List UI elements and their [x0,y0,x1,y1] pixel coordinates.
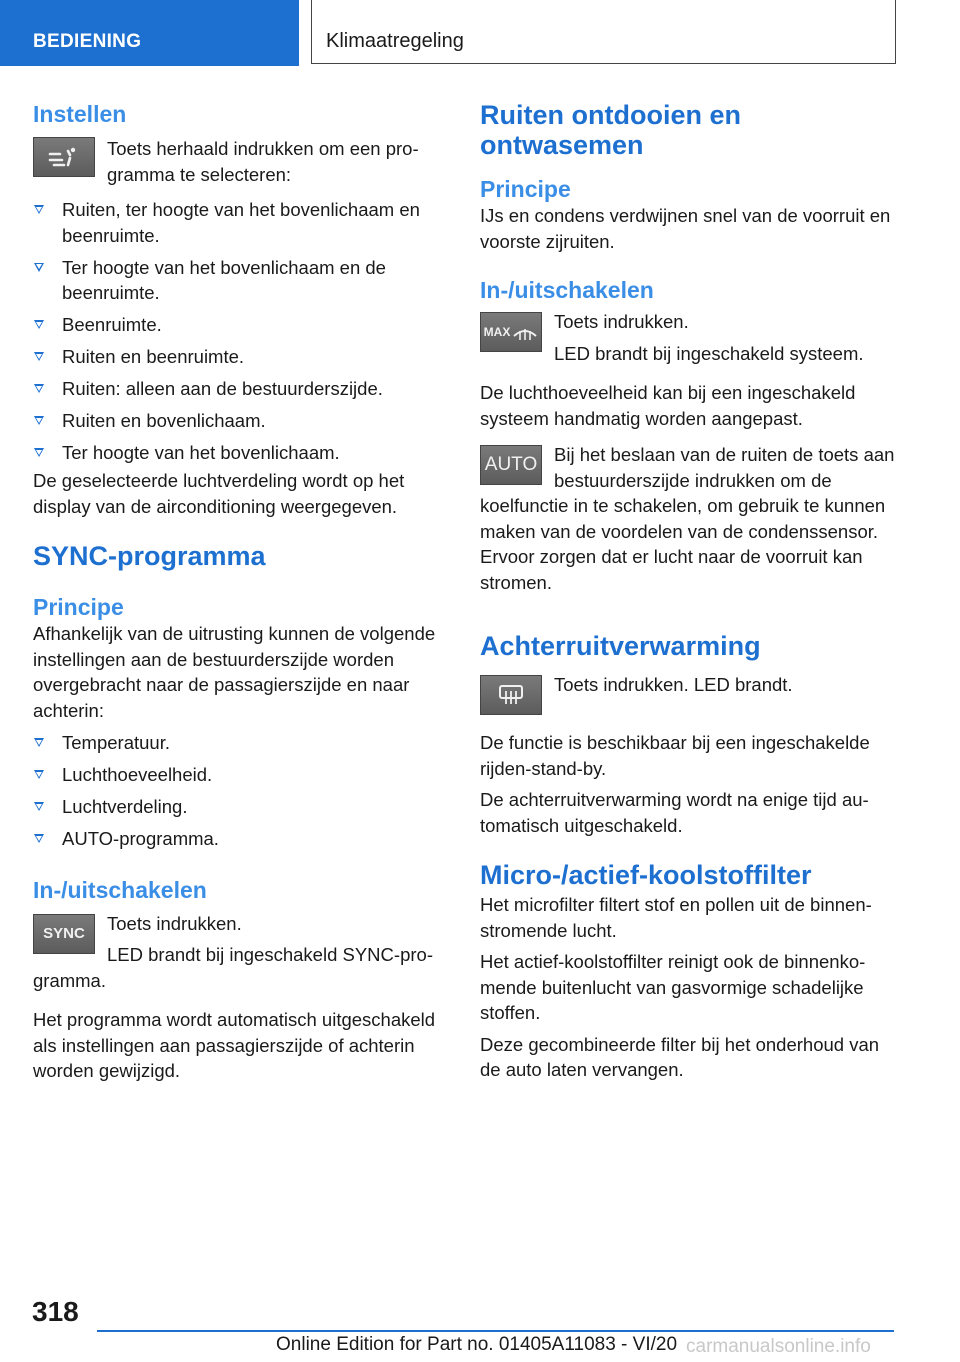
defrost-principe-text: IJs en condens verdwijnen snel van de voorruit en voorste zijruiten. [480,205,891,252]
rear-window-heating-icon [480,675,542,715]
right-column [480,100,896,1083]
list-item: Beenruimte. [33,312,448,338]
heading-defrost-principe: Principe [480,176,571,202]
max-line1: Toets indrukken. [554,311,689,332]
auto-button-icon: AUTO [480,445,542,485]
list-item: Ruiten en beenruimte. [33,344,448,370]
footer-divider [97,1330,894,1332]
max-row [480,308,896,366]
filter-p2: Het actief-koolstoffilter reinigt ook de binnenkomende buitenlucht van gasvormige schadelijke stoffen. [480,951,866,1023]
sync-row [33,910,448,994]
max-defrost-icon: MAX [480,312,542,352]
list-item: Temperatuur. [33,730,448,756]
heading-sync-inuit: In-/uitschakelen [33,876,207,903]
list-item: Ruiten, ter hoogte van het bovenlichaam en beenruimte. [33,197,448,248]
filter-p3: Deze gecombineerde filter bij het onderhoud van de auto laten vervangen. [480,1033,880,1080]
sync-principe-text: Afhankelijk van de uitrusting kunnen de volgende instellingen aan de bestuurderszijde worden overgebracht naar de passagierszijde en naar achterin: [33,623,436,721]
list-item: Ruiten en bovenlichaam. [33,408,448,434]
max-line2: LED brandt bij ingeschakeld systeem. [554,342,864,364]
heading-instellen: Instellen [33,101,127,127]
left-column [33,100,448,1084]
sync-button-icon: SYNC [33,914,95,954]
sync-line2: LED brandt bij ingeschakeld SYNC-programma. [33,944,433,991]
rear-p3: De achterruitverwarming wordt na enige tijd automatisch uitgeschakeld. [480,789,869,836]
list-item: Luchtverdeling. [33,794,448,820]
rear-p2: De functie is beschikbaar bij een ingeschakelde rijden-stand-by. [480,732,870,779]
heading-filter: Micro-/actief-koolstoffilter [480,860,812,890]
heading-defrost: Ruiten ontdooien en ontwasemen [480,100,741,160]
heading-defrost-inuit: In-/uitschakelen [480,277,654,303]
footer-edition: Online Edition for Part no. 01405A11083 - VI/20 [276,1334,678,1355]
heading-rear: Achterruitverwarming [480,631,761,661]
defrost-p2: De luchthoeveelheid kan bij een ingeschakeld systeem handmatig worden aangepast. [480,382,856,429]
section-tab: BEDIENING [0,0,299,66]
list-item: AUTO-programma. [33,826,448,852]
instellen-text: Toets herhaald indrukken om een programma te selecteren: [107,138,419,185]
filter-p1: Het microfilter filtert stof en pollen uit de binnenstromende lucht. [480,894,872,941]
sync-line1: Toets indrukken. [107,912,242,934]
rear-line1: Toets indrukken. LED brandt. [554,674,793,695]
chapter-title: Klimaatregeling [311,0,896,64]
defrost-p3: Bij het beslaan van de ruiten de toets aan bestuurderszijde indrukken om de koelfunctie in te schakelen, om gebruik te kunnen maken van de voordelen van de condenssensor. Ervoor zorgen dat er lucht naar de voorruit kan stromen. [480,444,895,593]
list-item: Ruiten: alleen aan de bestuurderszijde. [33,376,448,402]
heading-sync: SYNC-programma [33,541,266,571]
list-item: Ter hoogte van het bovenlichaam. [33,440,448,466]
list-item: Ter hoogte van het bovenlichaam en de beenruimte. [33,255,448,306]
auto-row [480,441,896,595]
page-number: 318 [32,1296,79,1327]
list-item: Luchthoeveelheid. [33,762,448,788]
sync-closing: Het programma wordt automatisch uitgeschakeld als instellingen aan passagierszijde of achterin worden gewijzigd. [33,1009,436,1081]
watermark: carmanualsonline.info [686,1336,871,1357]
rear-row [480,671,896,719]
instellen-after: De geselecteerde luchtverdeling wordt op het display van de airconditioning weergegeven. [33,470,405,517]
instellen-row [33,133,448,187]
air-distribution-icon [33,137,95,177]
sync-list [33,730,448,852]
instellen-list [33,197,448,466]
heading-sync-principe: Principe [33,594,124,620]
